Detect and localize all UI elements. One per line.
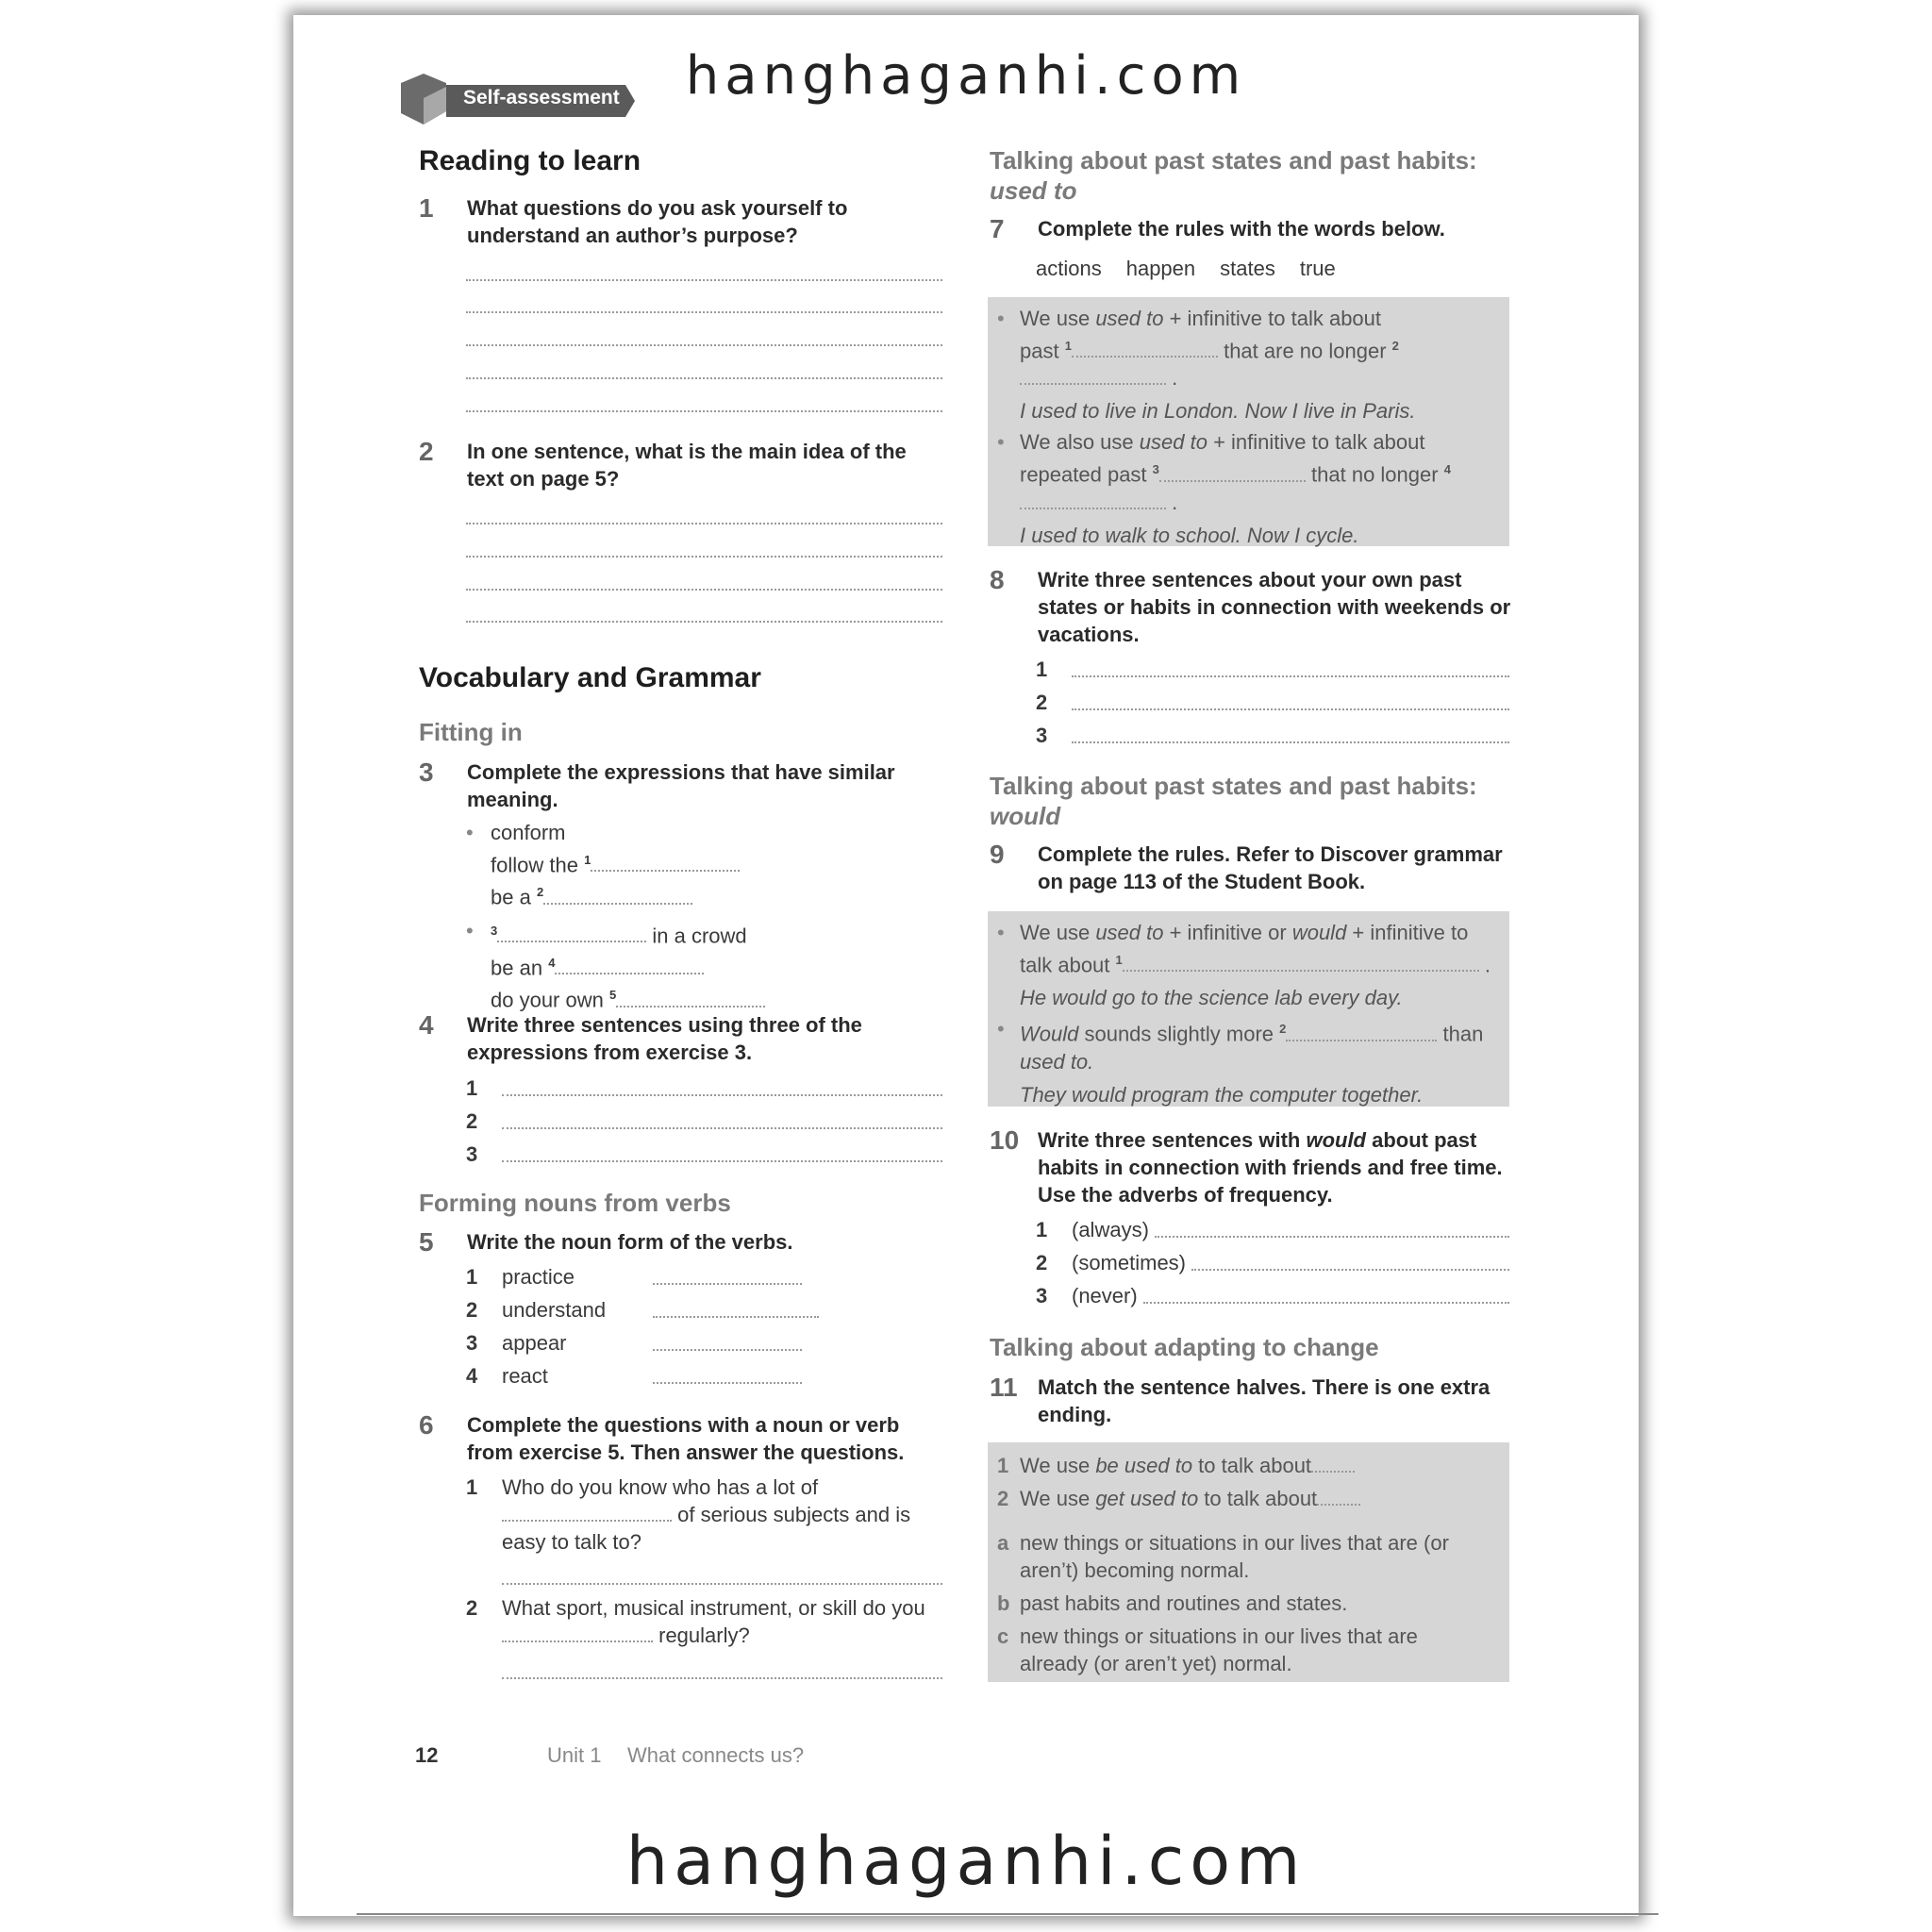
item-number: 2 (466, 1109, 478, 1133)
rule-text: sounds slightly more (1078, 1022, 1274, 1046)
question-1 (419, 194, 947, 249)
answer-line[interactable] (466, 377, 942, 379)
answer-blank[interactable] (653, 1326, 802, 1351)
answer-line[interactable] (466, 344, 942, 346)
item-number: 3 (1036, 724, 1048, 747)
question-6 (419, 1411, 947, 1466)
watermark-top: hanghaganhi.com (685, 45, 1247, 107)
question-10 (990, 1126, 1518, 1208)
verb: appear (502, 1331, 567, 1355)
verb: react (502, 1364, 548, 1388)
rule-text: that are no longer (1224, 339, 1387, 363)
answer-line[interactable] (502, 1105, 942, 1129)
blank-number: 4 (548, 955, 556, 970)
q-text: In one sentence, what is the main idea of the text on page 5? (467, 440, 907, 491)
subsection-title: Talking about adapting to change (990, 1333, 1379, 1361)
item-number: 2 (1036, 691, 1048, 714)
item-number: 1 (997, 1454, 1009, 1477)
page-number: 12 (415, 1743, 439, 1767)
item-number: 1 (466, 1076, 478, 1100)
rule-text: that no longer (1311, 462, 1439, 487)
question-5 (419, 1228, 947, 1256)
blank[interactable] (1020, 366, 1166, 385)
rule-text: + infinitive to talk about past (1020, 307, 1382, 363)
q-number: 6 (419, 1410, 434, 1440)
q-italic: would (1306, 1128, 1366, 1152)
ending (997, 1590, 1491, 1617)
sentence-half (997, 1452, 1491, 1479)
blank[interactable] (497, 924, 646, 942)
q-text: about past habits in connection with friends and free time. Use the adverbs of frequency. (1038, 1128, 1503, 1207)
q-text: What questions do you ask yourself to understand an author’s purpose? (467, 196, 848, 247)
q-text: Write three sentences using three of the expressions from exercise 3. (467, 1013, 862, 1064)
grammar-rule-box: • We use used to + infinitive to talk about past $^1$ that are no longer $^2$ . I used to live in London. Now I live in Paris. • We also use used to + infinitive to talk about repeated past $^3$ that no longer $^4$ . I used to walk to school. Now I cycle. (988, 297, 1509, 546)
q-text: Write the noun form of the verbs. (467, 1230, 793, 1254)
q-number: 1 (419, 193, 434, 223)
footer-title: What connects us? (627, 1743, 805, 1767)
expression: conform (491, 821, 566, 844)
blank[interactable] (1311, 1454, 1355, 1473)
item-number: 3 (1036, 1284, 1048, 1307)
blank[interactable] (502, 1624, 653, 1642)
footer-unit: Unit 1 (547, 1743, 602, 1767)
expression: in a crowd (652, 923, 747, 947)
question-text: of serious subjects and is easy to talk to? (502, 1503, 911, 1554)
rule-italic: used to (1095, 921, 1164, 944)
rule-text: We use (1020, 307, 1096, 330)
q-text: Match the sentence halves. There is one extra ending. (1038, 1375, 1491, 1426)
example: I used to live in London. Now I live in Paris. (1020, 399, 1416, 424)
question-2 (419, 438, 947, 492)
text: We use (1020, 1454, 1096, 1477)
subsection-title (990, 145, 1518, 206)
blank[interactable] (1286, 1023, 1437, 1041)
blank-number: 3 (1152, 462, 1159, 477)
question-8 (990, 566, 1518, 648)
matching-box (988, 1442, 1509, 1682)
answer-line[interactable] (466, 556, 942, 558)
q6-item-2 (466, 1594, 942, 1649)
answer-line[interactable] (466, 621, 942, 623)
answer-line[interactable] (502, 1138, 942, 1162)
subsection-title (990, 771, 1518, 831)
word-bank (1036, 255, 1336, 282)
word: happen (1125, 257, 1196, 280)
answer-blank[interactable] (653, 1260, 802, 1285)
answer-line[interactable] (1072, 719, 1509, 743)
answer-line[interactable] (466, 589, 942, 591)
ending-letter: a (997, 1531, 1009, 1555)
section-title: Reading to learn (419, 145, 641, 176)
item-number: 2 (1036, 1251, 1048, 1274)
rule-italic: Would (1020, 1022, 1079, 1046)
subsection-title: Forming nouns from verbs (419, 1189, 731, 1217)
sentence-lines (466, 1072, 942, 1171)
sentence-lines (1036, 653, 1509, 752)
verb-list (466, 1260, 824, 1392)
section-title: Vocabulary and Grammar (419, 662, 761, 693)
q-text: Complete the questions with a noun or verb from exercise 5. Then answer the questions. (467, 1413, 905, 1464)
blank-number: 2 (1279, 1022, 1287, 1037)
blank-number: 2 (536, 885, 544, 900)
adverb-lines (1036, 1213, 1509, 1312)
question-9 (990, 841, 1518, 895)
italic: get used to (1095, 1487, 1199, 1510)
watermark-bottom: hanghaganhi.com (625, 1823, 1307, 1900)
item-number: 2 (997, 1487, 1009, 1510)
blank[interactable] (502, 1503, 672, 1522)
example: They would program the computer together. (1020, 1082, 1424, 1107)
expression: be a (491, 885, 531, 909)
q-text: Complete the expressions that have similar meaning. (467, 760, 895, 811)
blank-number: 3 (491, 923, 498, 938)
q-number: 11 (990, 1373, 1018, 1402)
blank[interactable] (1159, 463, 1306, 482)
subsection-title: Fitting in (419, 718, 523, 746)
blank[interactable] (1072, 339, 1218, 358)
q-number: 4 (419, 1010, 434, 1040)
q-number: 5 (419, 1227, 434, 1257)
answer-line[interactable] (502, 1677, 942, 1679)
expressions-list: • conform follow the $^1$ be a $^2$ • $^3$ in a crowd be an $^4$ do your own $^5$ (491, 819, 924, 1014)
rule-text: + infinitive to talk about (1020, 921, 1469, 977)
blank-number: 1 (584, 853, 591, 867)
sentence-half (997, 1485, 1491, 1512)
word: true (1299, 257, 1336, 280)
question-3 (419, 758, 947, 813)
answer-line[interactable] (466, 311, 942, 313)
question-4 (419, 1011, 947, 1066)
rule-text: We also use (1020, 430, 1140, 455)
blank[interactable] (1123, 953, 1479, 972)
ending-text: past habits and routines and states. (1020, 1591, 1348, 1615)
answer-blank[interactable] (653, 1293, 819, 1318)
text: to talk about (1198, 1487, 1318, 1510)
blank-number: 1 (1064, 339, 1072, 353)
item-number: 3 (466, 1331, 478, 1355)
text: We use (1020, 1487, 1096, 1510)
answer-line[interactable] (466, 279, 942, 281)
blank-number: 5 (608, 988, 617, 1003)
rule-italic: used to (1095, 307, 1164, 330)
answer-blank[interactable] (653, 1359, 802, 1384)
ending-text: new things or situations in our lives that are (or aren’t) becoming normal. (1020, 1531, 1449, 1582)
verb: practice (502, 1265, 575, 1289)
blank[interactable] (543, 886, 692, 905)
answer-line[interactable] (1072, 686, 1509, 710)
blank[interactable] (555, 956, 704, 974)
adverb: (always) (1072, 1218, 1149, 1241)
item-number: 1 (1036, 658, 1048, 681)
title-text: Talking about past states and past habits: (990, 146, 1477, 175)
grammar-rule-box: • We use used to + infinitive or would + infinitive to talk about $^1$ . He would go to the science lab every day. • Would sounds slightly more $^2$ than used to. They would program the computer together. (988, 911, 1509, 1107)
answer-line[interactable] (502, 1072, 942, 1096)
rule-italic: used to (1139, 430, 1208, 455)
question-text: Who do you know who has a lot of (502, 1475, 819, 1499)
blank[interactable] (591, 853, 740, 872)
q-number: 3 (419, 758, 434, 787)
bottom-rule (357, 1913, 1658, 1915)
example: I used to walk to school. Now I cycle. (1020, 523, 1359, 547)
item-number: 1 (1036, 1218, 1048, 1241)
item-number: 2 (466, 1596, 478, 1620)
q-number: 10 (990, 1125, 1020, 1155)
ending-text: new things or situations in our lives that are already (or aren’t yet) normal. (1020, 1624, 1418, 1675)
q-text: Write three sentences about your own past states or habits in connection with weekends or vacations. (1038, 568, 1511, 646)
adverb: (never) (1072, 1284, 1138, 1307)
blank[interactable] (1020, 491, 1166, 509)
item-number: 3 (466, 1142, 478, 1166)
text: to talk about (1192, 1454, 1312, 1477)
q-text: Complete the rules. Refer to Discover grammar on page 113 of the Student Book. (1038, 842, 1503, 893)
expression: be an (491, 956, 543, 980)
verb: understand (502, 1298, 607, 1322)
rule-text: than (1442, 1022, 1484, 1046)
expression: follow the (491, 853, 578, 877)
question-text: regularly? (658, 1624, 750, 1647)
blank[interactable] (1317, 1487, 1360, 1506)
q-text: Write three sentences with (1038, 1128, 1307, 1152)
badge-label: Self-assessment (463, 87, 620, 108)
self-assessment-badge (391, 72, 637, 135)
answer-line[interactable] (1191, 1246, 1509, 1271)
rule-text: We use (1020, 921, 1096, 944)
blank[interactable] (616, 989, 765, 1008)
answer-line[interactable] (466, 523, 942, 525)
item-number: 4 (466, 1364, 478, 1388)
word: states (1220, 257, 1275, 280)
item-number: 1 (466, 1265, 478, 1289)
ending-letter: b (997, 1591, 1010, 1615)
rule-italic: used to. (1020, 1049, 1094, 1074)
title-italic: would (990, 802, 1061, 830)
word: actions (1036, 257, 1102, 280)
example: He would go to the science lab every day. (1020, 986, 1403, 1010)
question-7 (990, 215, 1518, 242)
title-text: Talking about past states and past habits: (990, 772, 1477, 800)
answer-line[interactable] (502, 1583, 942, 1585)
ending-letter: c (997, 1624, 1009, 1648)
q-number: 7 (990, 214, 1005, 243)
answer-line[interactable] (466, 410, 942, 412)
rule-text: + infinitive to talk about repeated past (1020, 430, 1425, 487)
blank-number: 4 (1443, 462, 1451, 477)
q-number: 8 (990, 565, 1005, 594)
item-number: 2 (466, 1298, 478, 1322)
rule-italic: would (1291, 921, 1347, 944)
rule-text: + infinitive or (1163, 921, 1292, 944)
question-text: What sport, musical instrument, or skill do you (502, 1596, 925, 1620)
answer-line[interactable] (1155, 1213, 1509, 1238)
q-number: 9 (990, 840, 1005, 869)
q6-item-1 (466, 1474, 942, 1556)
expression: do your own (491, 988, 604, 1012)
ending (997, 1623, 1491, 1677)
ending (997, 1529, 1491, 1584)
italic: be used to (1095, 1454, 1193, 1477)
title-italic: used to (990, 176, 1077, 205)
q-number: 2 (419, 437, 434, 466)
blank-number: 1 (1115, 953, 1123, 967)
adverb: (sometimes) (1072, 1251, 1187, 1274)
question-11 (990, 1374, 1518, 1428)
q-text: Complete the rules with the words below. (1038, 217, 1445, 241)
answer-line[interactable] (1143, 1279, 1509, 1304)
answer-line[interactable] (1072, 653, 1509, 677)
item-number: 1 (466, 1475, 478, 1499)
blank-number: 2 (1391, 339, 1399, 353)
